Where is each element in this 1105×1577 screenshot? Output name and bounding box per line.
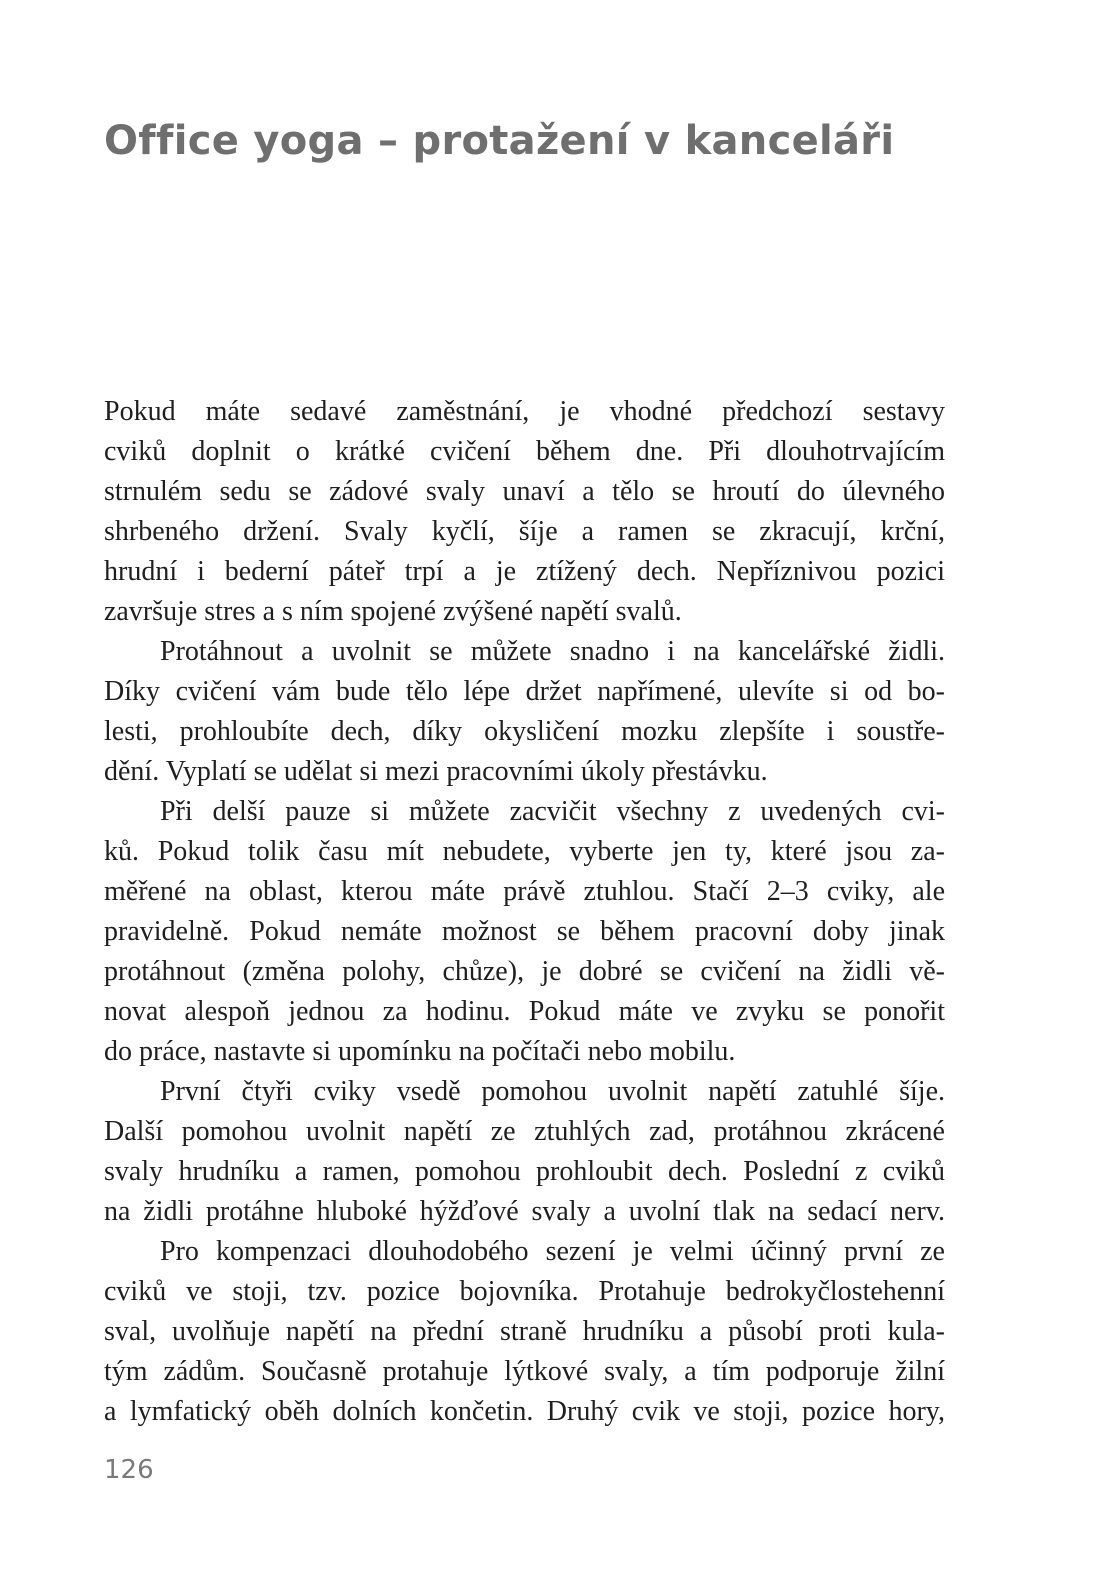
page-number: 126: [104, 1455, 154, 1485]
text-line: cviků doplnit o krátké cvičení během dne. Při dlouhotrvajícím: [104, 436, 945, 467]
paragraph: [104, 792, 945, 1072]
paragraph: [104, 632, 945, 792]
text-line: Pro kompenzaci dlouhodobého sezení je velmi účinný první ze: [160, 1236, 945, 1267]
paragraph: [104, 1072, 945, 1232]
text-line: strnulém sedu se zádové svaly unaví a tělo se hroutí do úlevného: [104, 476, 945, 507]
text-line: svaly hrudníku a ramen, pomohou prohloubit dech. Poslední z cviků: [104, 1156, 945, 1187]
text-line: Protáhnout a uvolnit se můžete snadno i na kancelářské židli.: [160, 636, 945, 667]
text-line: hrudní i bederní páteř trpí a je ztížený dech. Nepříznivou pozici: [104, 556, 945, 587]
paragraph: [104, 392, 945, 632]
text-line: Další pomohou uvolnit napětí ze ztuhlých zad, protáhnou zkrácené: [104, 1116, 945, 1147]
text-line: tým zádům. Současně protahuje lýtkové svaly, a tím podporuje žilní: [104, 1356, 945, 1387]
paragraph: [104, 1232, 945, 1432]
text-line: ků. Pokud tolik času mít nebudete, vyberte jen ty, které jsou za-: [104, 836, 945, 867]
chapter-title: Office yoga – protažení v kanceláři: [104, 118, 895, 164]
text-line: cviků ve stoji, tzv. pozice bojovníka. Protahuje bedrokyčlostehenní: [104, 1276, 945, 1307]
text-line: do práce, nastavte si upomínku na počítači nebo mobilu.: [104, 1036, 736, 1067]
text-line: Při delší pauze si můžete zacvičit všechny z uvedených cvi-: [160, 796, 945, 827]
body-text: [104, 392, 945, 1432]
text-line: novat alespoň jednou za hodinu. Pokud máte ve zvyku se ponořit: [104, 996, 945, 1027]
text-line: protáhnout (změna polohy, chůze), je dobré se cvičení na židli vě-: [104, 956, 945, 987]
text-line: završuje stres a s ním spojené zvýšené napětí svalů.: [104, 596, 682, 627]
text-line: Pokud máte sedavé zaměstnání, je vhodné předchozí sestavy: [104, 396, 945, 427]
text-line: a lymfatický oběh dolních končetin. Druhý cvik ve stoji, pozice hory,: [104, 1396, 945, 1427]
text-line: měřené na oblast, kterou máte právě ztuhlou. Stačí 2–3 cviky, ale: [104, 876, 945, 907]
text-line: na židli protáhne hluboké hýžďové svaly a uvolní tlak na sedací nerv.: [104, 1196, 945, 1227]
text-line: lesti, prohloubíte dech, díky okysličení mozku zlepšíte i soustře-: [104, 716, 945, 747]
text-line: sval, uvolňuje napětí na přední straně hrudníku a působí proti kula-: [104, 1316, 945, 1347]
text-line: První čtyři cviky vsedě pomohou uvolnit napětí zatuhlé šíje.: [160, 1076, 945, 1107]
text-line: dění. Vyplatí se udělat si mezi pracovními úkoly přestávku.: [104, 756, 768, 787]
text-line: Díky cvičení vám bude tělo lépe držet napřímené, ulevíte si od bo-: [104, 676, 945, 707]
text-line: shrbeného držení. Svaly kyčlí, šíje a ramen se zkracují, krční,: [104, 516, 945, 547]
text-line: pravidelně. Pokud nemáte možnost se během pracovní doby jinak: [104, 916, 945, 947]
